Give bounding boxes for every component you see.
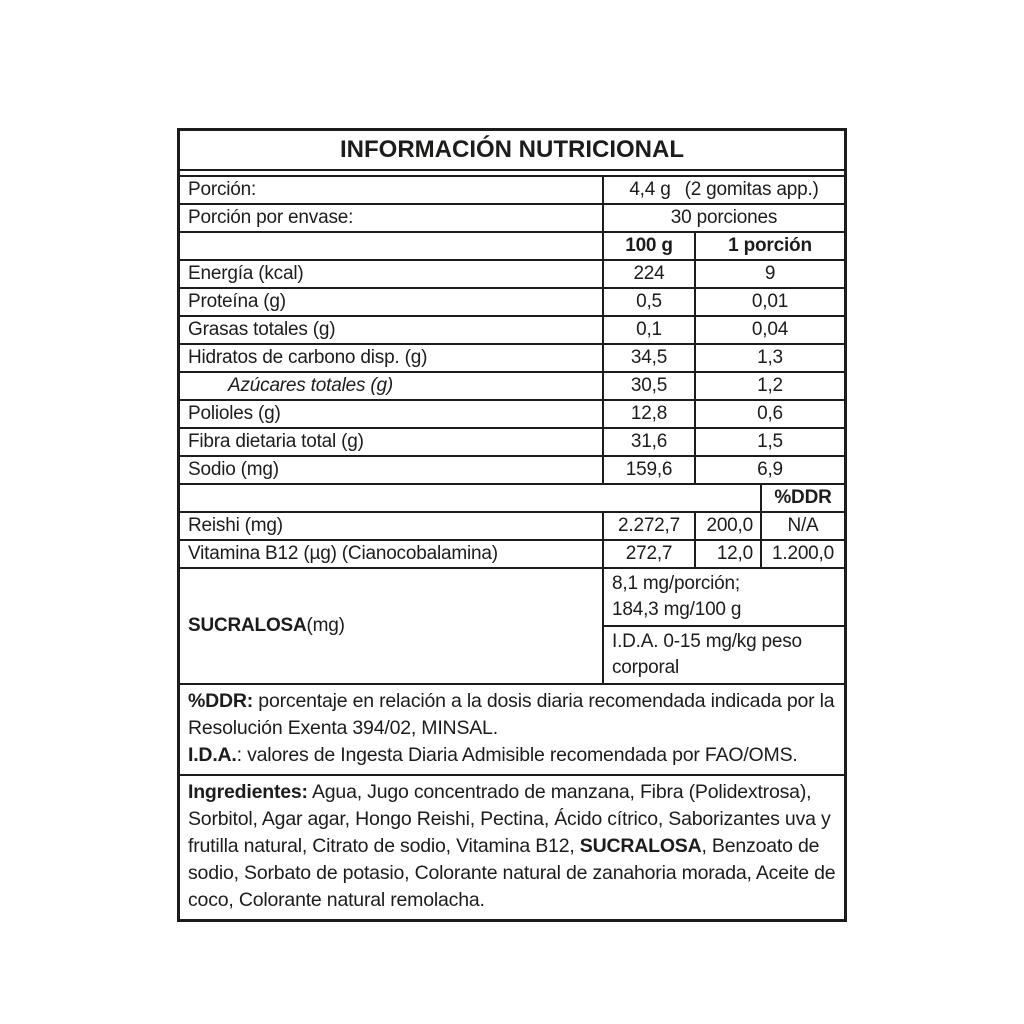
nutrient-row-energia: Energía (kcal) 224 9 [180, 259, 844, 287]
sucralosa-dose-cell: 8,1 mg/porción; 184,3 mg/100 g [612, 573, 742, 620]
column-header-empty [180, 233, 602, 259]
nutrient-row-hidratos: Hidratos de carbono disp. (g) 34,5 1,3 [180, 343, 844, 371]
nutrient-row-proteina: Proteína (g) 0,5 0,01 [180, 287, 844, 315]
serving-size-label: Porción: [188, 179, 257, 200]
sucralosa-values [602, 569, 844, 683]
servings-per-pack-row [180, 203, 844, 231]
nutrient-row-grasas: Grasas totales (g) 0,1 0,04 [180, 315, 844, 343]
nutrition-facts-table [177, 128, 847, 922]
ddr-header-empty [180, 485, 760, 511]
nutrient-row-polioles: Polioles (g) 12,8 0,6 [180, 399, 844, 427]
footnote-ddr: %DDR: porcentaje en relación a la dosis diaria recomendada indicada por la Resolución Exenta 394/02, MINSAL. [188, 690, 835, 739]
ingredients-text: Ingredientes: Agua, Jugo concentrado de manzana, Fibra (Polidextrosa), Sorbitol, Agar agar, Hongo Reishi, Pectina, Ácido cítrico, Saborizantes uva y frutilla natural, Citrato de sodio, Vitamina B12, SUCRALOSA, Benzoato de sodio, Sorbato de potasio, Colorante natural de zanahoria morada, Aceite de coco, Colorante natural remolacha. [188, 781, 836, 911]
nutrient-row-sodio: Sodio (mg) 159,6 6,9 [180, 455, 844, 483]
sucralosa-ida-cell: I.D.A. 0-15 mg/kg peso corporal [604, 625, 844, 683]
ingredients-section [180, 774, 844, 919]
column-header-ddr: %DDR [760, 485, 844, 511]
nutrient-row-fibra: Fibra dietaria total (g) 31,6 1,5 [180, 427, 844, 455]
nutrient-row-azucares: Azúcares totales (g) 30,5 1,2 [180, 371, 844, 399]
sucralosa-label: SUCRALOSA (mg) [188, 615, 345, 636]
column-header-1porcion: 1 porción [694, 233, 844, 259]
supplement-row-vitamina-b12: Vitamina B12 (µg) (Cianocobalamina) 272,7 12,0 1.200,0 [180, 539, 844, 567]
serving-size-row [180, 175, 844, 203]
column-header-row [180, 231, 844, 259]
column-header-100g: 100 g [602, 233, 694, 259]
supplement-row-reishi: Reishi (mg) 2.272,7 200,0 N/A [180, 511, 844, 539]
servings-per-pack-label: Porción por envase: [188, 207, 354, 228]
serving-size-value: 4,4 g (2 gomitas app.) [602, 177, 844, 203]
ddr-header-row [180, 483, 844, 511]
sucralosa-section [180, 567, 844, 683]
servings-per-pack-value: 30 porciones [602, 205, 844, 231]
table-title: INFORMACIÓN NUTRICIONAL [180, 131, 844, 171]
serving-size-note: (2 gomitas app.) [684, 179, 819, 200]
footnote-ida: I.D.A.: valores de Ingesta Diaria Admisible recomendada por FAO/OMS. [188, 744, 798, 766]
footnotes-section [180, 683, 844, 774]
